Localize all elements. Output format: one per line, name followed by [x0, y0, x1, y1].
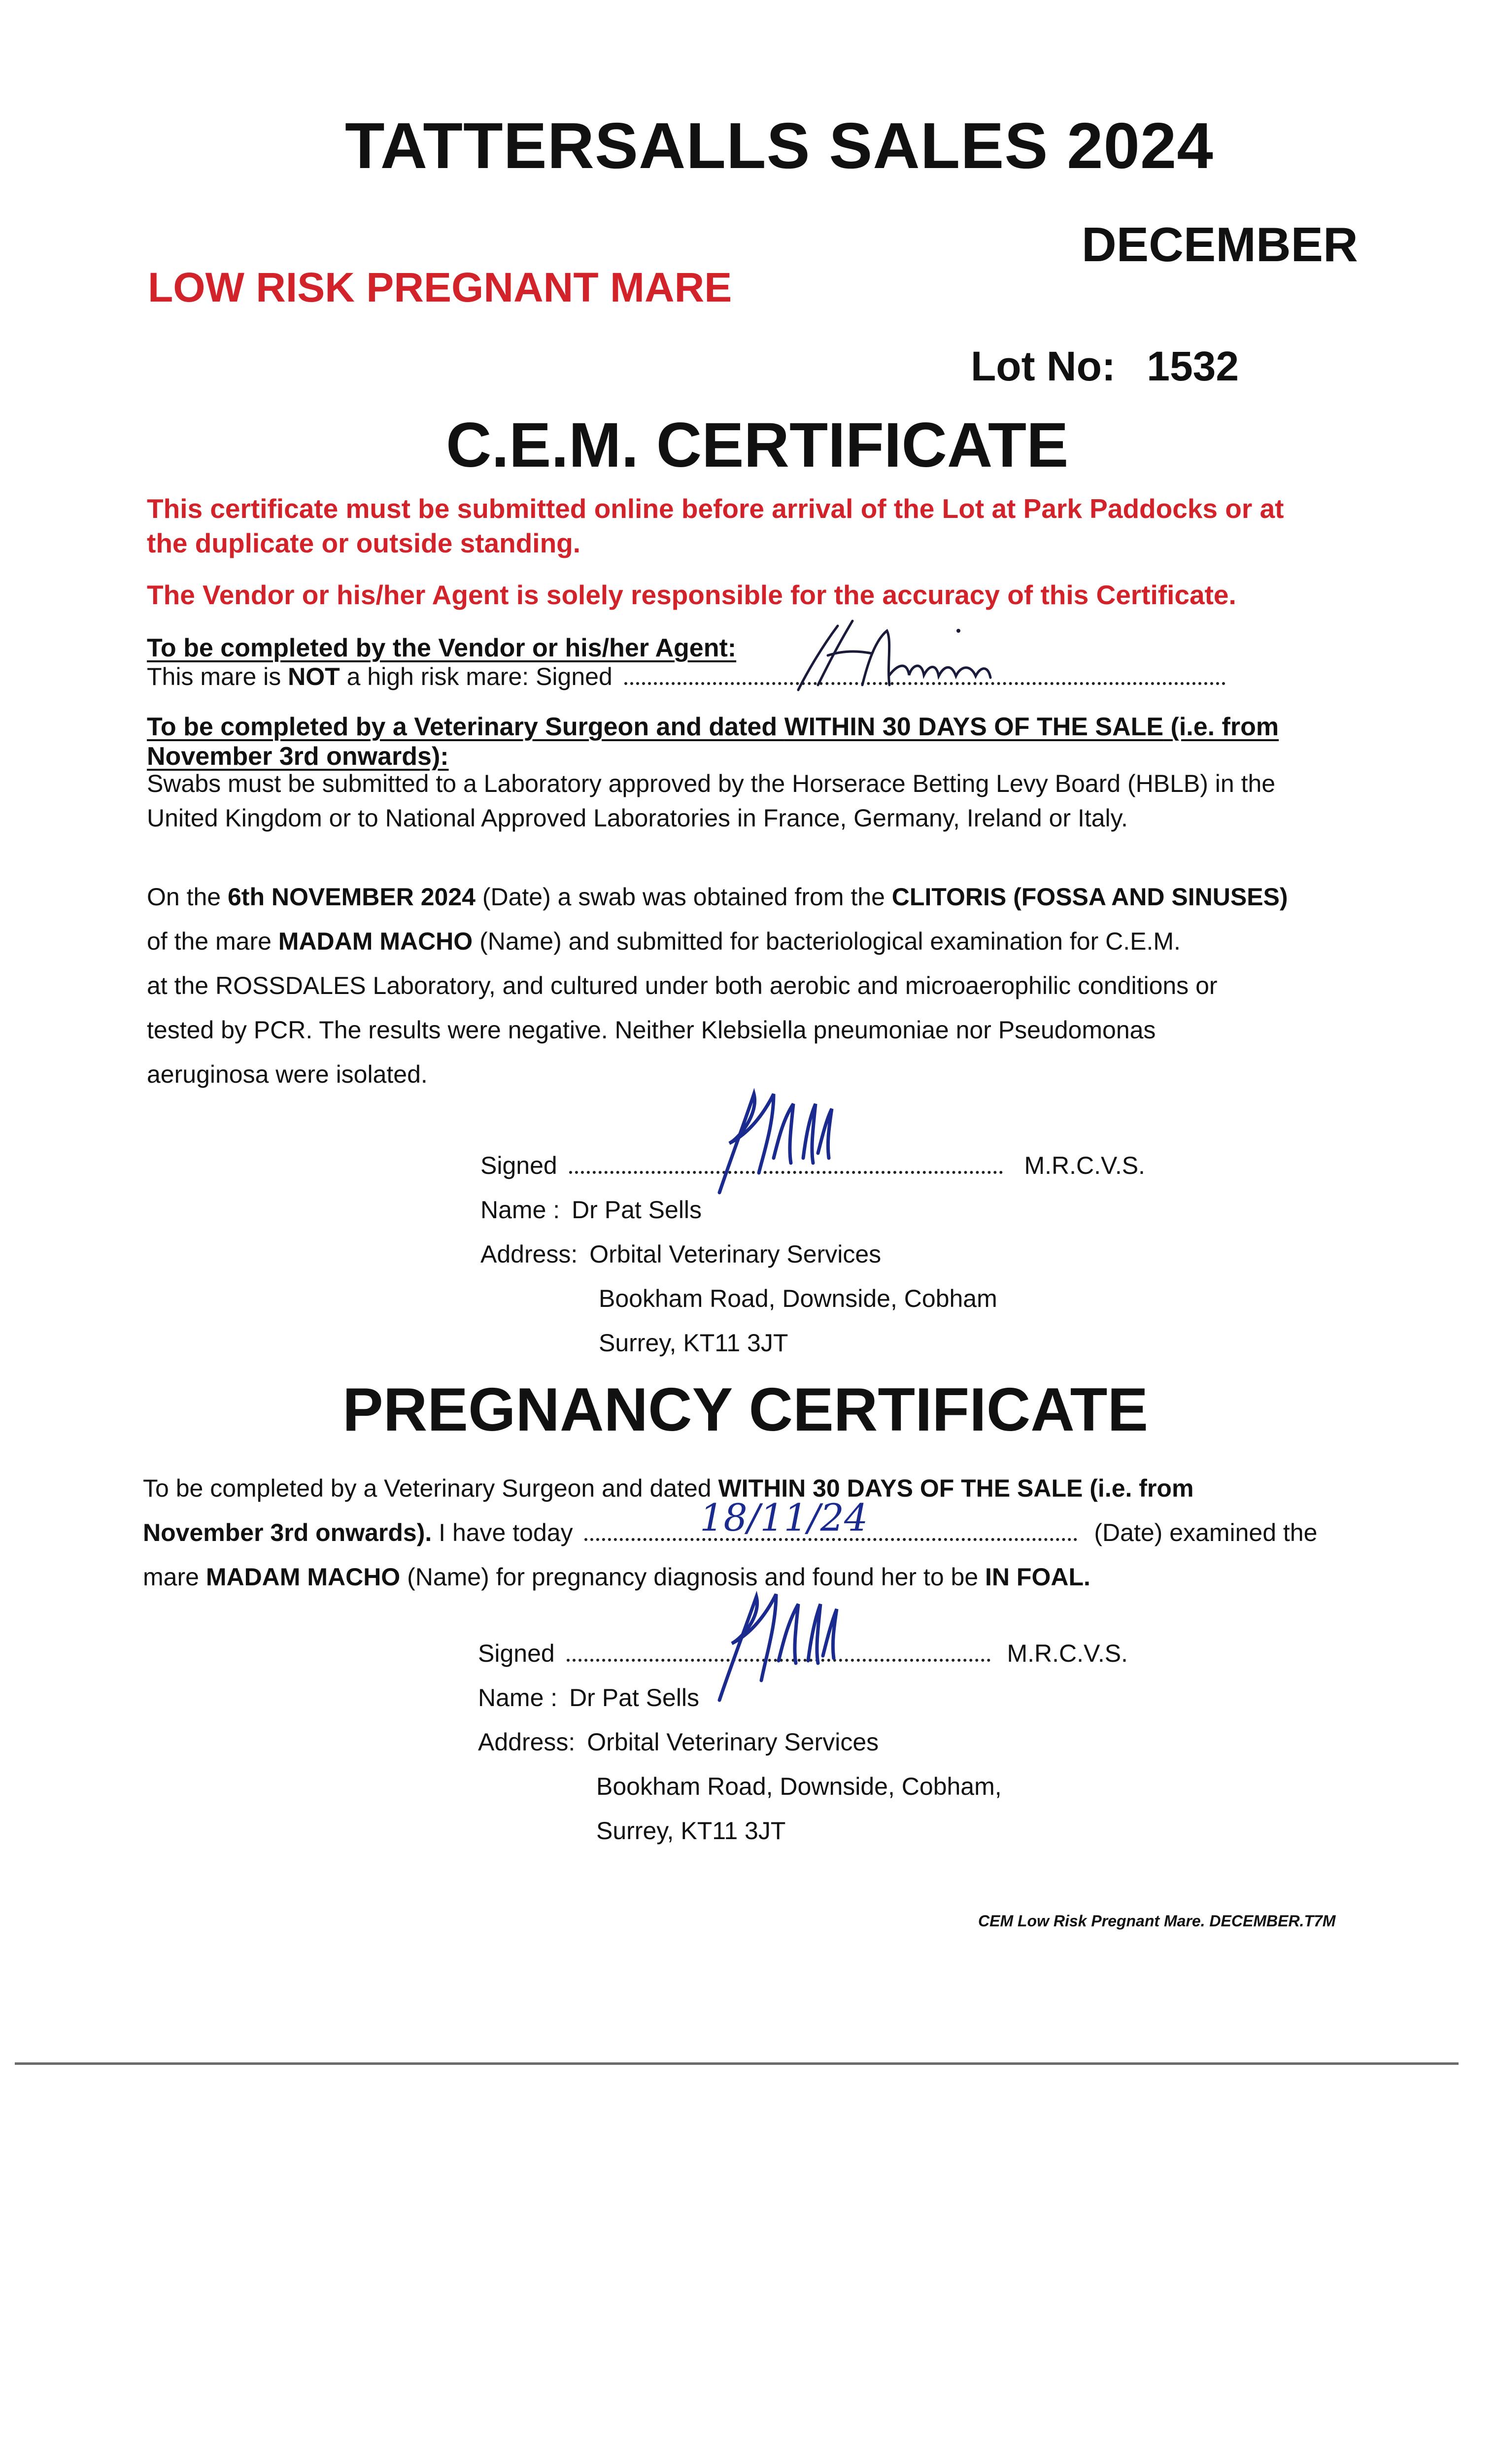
pregnancy-address-3: Surrey, KT11 3JT [596, 1817, 786, 1845]
swabs-line2: United Kingdom or to National Approved Laboratories in France, Germany, Ireland or Italy. [147, 804, 1128, 832]
cem-result-l1-a: On the [147, 883, 228, 911]
cem-result-l2-b: (Name) and submitted for bacteriological examination for C.E.M. [473, 927, 1181, 955]
pregnancy-l2-bold: November 3rd onwards). [143, 1519, 432, 1546]
cem-notice-1-line2: the duplicate or outside standing. [147, 528, 581, 558]
pregnancy-line3 [143, 1565, 1090, 1589]
cem-address-3: Surrey, KT11 3JT [599, 1329, 788, 1357]
pregnancy-vet-signature [700, 1582, 848, 1705]
pregnancy-vet-name: Dr Pat Sells [569, 1684, 700, 1711]
pregnancy-address-2: Bookham Road, Downside, Cobham, [596, 1773, 1002, 1800]
cem-result-line3: at the ROSSDALES Laboratory, and cultured under both aerobic and microaerophilic conditions or [147, 972, 1218, 999]
pregnancy-address-label: Address: [478, 1728, 576, 1756]
cem-vet-name: Dr Pat Sells [572, 1196, 702, 1224]
cem-result-line5: aeruginosa were isolated. [147, 1061, 428, 1088]
cem-address-row [480, 1242, 881, 1266]
form-reference: CEM Low Risk Pregnant Mare. DECEMBER.T7M [978, 1912, 1336, 1930]
vendor-statement-post: a high risk mare: Signed [340, 663, 612, 690]
cem-name-label: Name : [480, 1196, 560, 1224]
pregnancy-l2-b: (Date) examined the [1094, 1519, 1318, 1546]
cem-result-line2 [147, 929, 1181, 954]
pregnancy-l3-a: mare [143, 1563, 206, 1591]
pregnancy-name-label: Name : [478, 1684, 558, 1711]
cem-result-line4: tested by PCR. The results were negative. Neither Klebsiella pneumoniae nor Pseudomonas [147, 1016, 1156, 1044]
cem-result-line1 [147, 885, 1288, 909]
pregnancy-result: IN FOAL. [985, 1563, 1090, 1591]
pregnancy-l2-a: I have today [432, 1519, 573, 1546]
cem-signed-label: Signed [480, 1152, 557, 1179]
exam-date-handwritten: 18/11/24 [700, 1496, 868, 1540]
vendor-signature [788, 611, 995, 700]
pregnancy-address-1: Orbital Veterinary Services [587, 1728, 879, 1756]
pregnancy-l1-bold: WITHIN 30 DAYS OF THE SALE [718, 1474, 1083, 1502]
swab-date: 6th NOVEMBER 2024 [228, 883, 476, 911]
swabs-line1: Swabs must be submitted to a Laboratory approved by the Horserace Betting Levy Board (HBLB) in the [147, 770, 1276, 797]
cem-result-l2-a: of the mare [147, 927, 278, 955]
cem-address-label: Address: [480, 1240, 578, 1268]
cem-notice-2: The Vendor or his/her Agent is solely responsible for the accuracy of this Certificate. [147, 580, 1236, 610]
pregnancy-l3-b: (Name) for pregnancy diagnosis and found her to be [400, 1563, 986, 1591]
pregnancy-title: PREGNANCY CERTIFICATE [342, 1376, 1149, 1444]
lot-label: Lot No: [971, 343, 1116, 389]
pregnancy-mrcvs: M.R.C.V.S. [1007, 1640, 1128, 1667]
mare-category: LOW RISK PREGNANT MARE [148, 264, 732, 310]
lot-value: 1532 [1147, 343, 1239, 389]
vet-heading-bold: WITHIN 30 DAYS OF THE SALE [784, 713, 1164, 741]
cem-name-row [480, 1198, 702, 1222]
pregnancy-line1 [143, 1476, 1193, 1501]
vendor-statement [147, 664, 1225, 689]
mare-name: MADAM MACHO [278, 927, 473, 955]
pregnancy-address-row [478, 1730, 879, 1754]
vet-heading-line1 [147, 712, 1279, 742]
cem-address-1: Orbital Veterinary Services [589, 1240, 882, 1268]
pregnancy-mare-name: MADAM MACHO [205, 1563, 401, 1591]
cem-vet-signature [700, 1084, 848, 1198]
lot-number [971, 342, 1239, 390]
pregnancy-l1-a: To be completed by a Veterinary Surgeon and dated [143, 1474, 718, 1502]
pregnancy-signed-label: Signed [478, 1640, 555, 1667]
vendor-statement-not: NOT [288, 663, 340, 690]
vendor-statement-pre: This mare is [147, 663, 288, 690]
vet-heading-post: (i.e. from [1163, 713, 1279, 741]
vet-heading-line2: November 3rd onwards): [147, 742, 449, 771]
vendor-heading: To be completed by the Vendor or his/her Agent: [147, 634, 737, 662]
cem-mrcvs: M.R.C.V.S. [1024, 1152, 1145, 1179]
sale-month: DECEMBER [1082, 217, 1358, 272]
cem-address-2: Bookham Road, Downside, Cobham [599, 1285, 997, 1312]
cem-title: C.E.M. CERTIFICATE [446, 410, 1069, 480]
vet-heading-pre: To be completed by a Veterinary Surgeon and dated [147, 713, 784, 741]
pregnancy-name-row [478, 1685, 699, 1710]
cem-notice-1-line1: This certificate must be submitted online before arrival of the Lot at Park Paddocks or at [147, 493, 1284, 524]
cem-result-l1-b: (Date) a swab was obtained from the [475, 883, 892, 911]
sale-title: TATTERSALLS SALES 2024 [345, 109, 1214, 182]
page-bottom-rule [15, 2062, 1459, 2065]
pregnancy-l1-b: (i.e. from [1083, 1474, 1194, 1502]
swab-site: CLITORIS (FOSSA AND SINUSES) [891, 883, 1288, 911]
